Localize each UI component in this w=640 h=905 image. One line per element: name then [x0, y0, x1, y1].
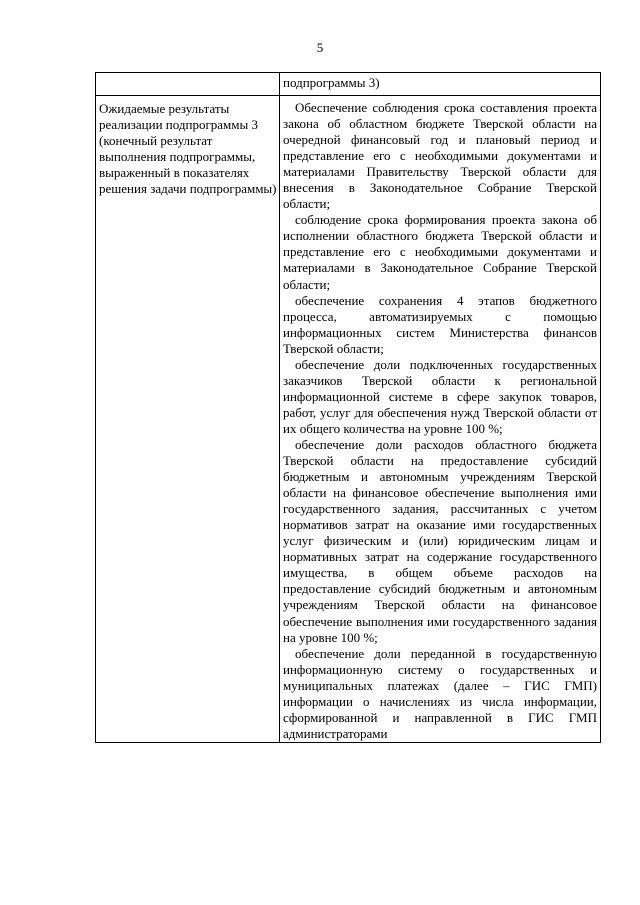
continuation-text: подпрограммы 3) [283, 75, 380, 90]
result-paragraph: обеспечение сохранения 4 этапов бюджетного процесса, автоматизируемых с помощью информационных систем Министерства финансов Тверской области; [283, 292, 597, 356]
page-number: 5 [316, 40, 324, 55]
continuation-left-cell [96, 73, 280, 96]
result-paragraph: соблюдение срока формирования проекта закона об исполнении областного бюджета Тверской области и представление его с необходимыми документами и материалами в Законодательное Собрание Тверской области; [283, 212, 597, 292]
table-row-continuation [96, 73, 601, 96]
result-paragraph: обеспечение доли подключенных государственных заказчиков Тверской области к региональной информационной системе в сфере закупок товаров, работ, услуг для обеспечения нужд Тверской области от их общего количества на уровне 100 %; [283, 356, 597, 436]
expected-results-label-cell [96, 96, 280, 743]
program-passport-table [95, 72, 601, 743]
result-paragraph: Обеспечение соблюдения срока составления проекта закона об областном бюджете Тверской области на очередной финансовый год и плановый период и представление его с необходимыми документами и материалами Правительству Тверской области для внесения в Законодательное Собрание Тверской области; [283, 100, 597, 212]
table-row-expected-results [96, 96, 601, 743]
continuation-right-cell [280, 73, 601, 96]
expected-results-content-cell [280, 96, 601, 743]
expected-results-list [280, 96, 600, 742]
result-paragraph: обеспечение доли расходов областного бюджета Тверской области на предоставление субсидий бюджетным и автономным учреждениям Тверской области на финансовое обеспечение выполнения ими государственного задания, рассчитанных с учетом нормативов затрат на оказание ими государственных услуг физическим и (или) юридическим лицам и нормативных затрат на содержание государственного имущества, в общем объеме расходов на предоставление субсидий бюджетным и автономным учреждениям Тверской области на финансовое обеспечение выполнения ими государственного задания на уровне 100 %; [283, 436, 597, 645]
result-paragraph: обеспечение доли переданной в государственную информационную систему о государственных и муниципальных платежах (далее – ГИС ГМП) информации о начислениях из числа информации, сформированной и направленной в ГИС ГМП администраторами [283, 645, 597, 741]
expected-results-label: Ожидаемые результаты реализации подпрограммы 3 (конечный результат выполнения подпрограммы, выраженный в показателях решения задачи подпрограммы) [99, 101, 277, 197]
